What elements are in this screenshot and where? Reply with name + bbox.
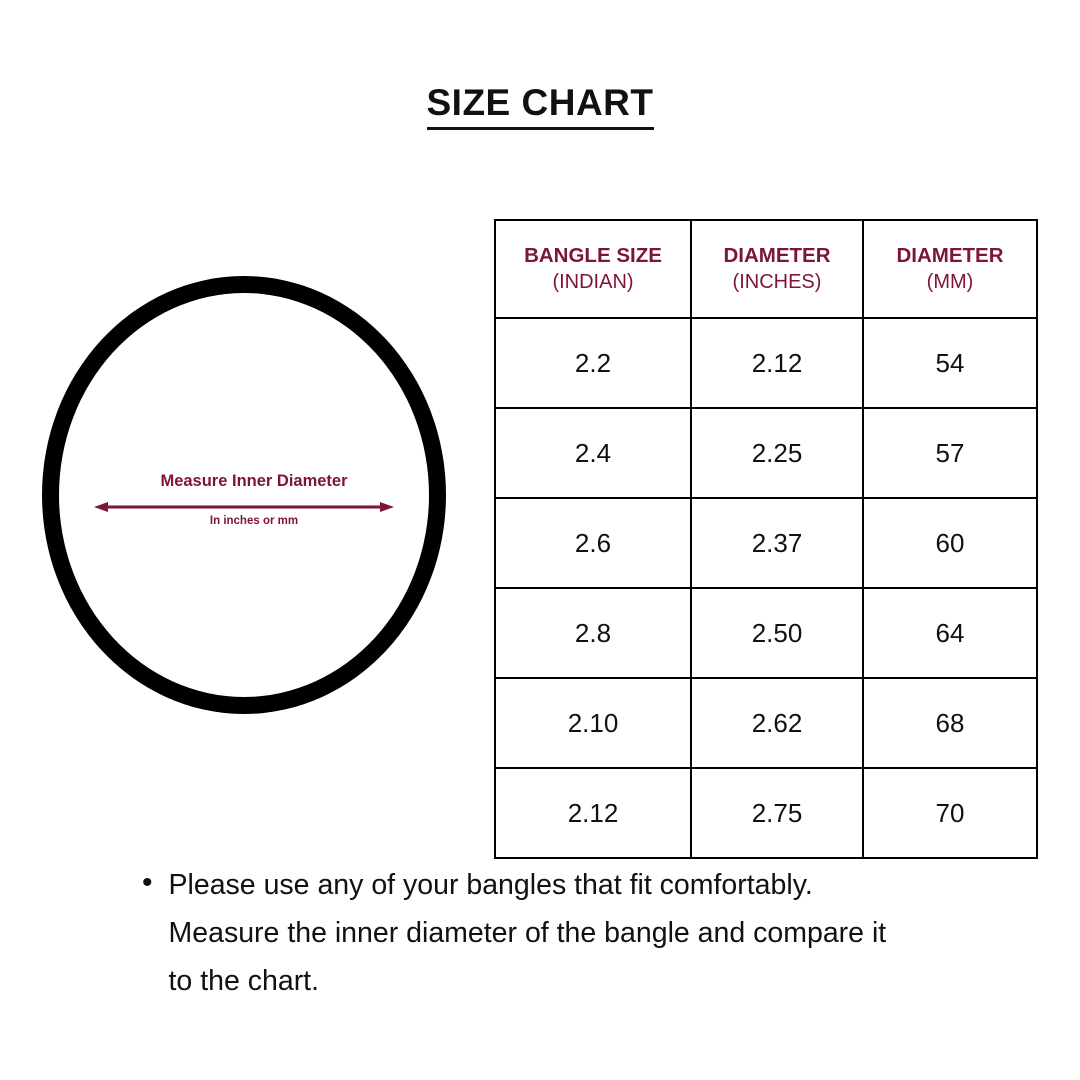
- table-row: [495, 318, 1037, 408]
- cell-diameter-inches: 2.50: [691, 588, 863, 678]
- diagram-sublabel: In inches or mm: [209, 515, 299, 527]
- cell-diameter-mm: 60: [863, 498, 1037, 588]
- double-arrow-icon: [94, 501, 394, 513]
- cell-diameter-inches: 2.37: [691, 498, 863, 588]
- cell-bangle-size: 2.8: [495, 588, 691, 678]
- table-row: [495, 768, 1037, 858]
- table-row: [495, 588, 1037, 678]
- size-table: [494, 219, 1038, 859]
- table-header-row: [495, 220, 1037, 318]
- cell-diameter-inches: 2.25: [691, 408, 863, 498]
- table-row: [495, 408, 1037, 498]
- diagram-label: Measure Inner Diameter: [160, 472, 348, 490]
- column-header-diameter-inches: DIAMETER (INCHES): [691, 220, 863, 318]
- table-row: [495, 678, 1037, 768]
- cell-bangle-size: 2.12: [495, 768, 691, 858]
- bangle-ring-icon: [42, 276, 446, 714]
- cell-diameter-mm: 70: [863, 768, 1037, 858]
- cell-bangle-size: 2.4: [495, 408, 691, 498]
- cell-diameter-inches: 2.12: [691, 318, 863, 408]
- bullet-icon: •: [142, 866, 153, 899]
- cell-bangle-size: 2.10: [495, 678, 691, 768]
- instruction-note: [142, 862, 962, 1006]
- bangle-diagram: [42, 276, 480, 726]
- cell-diameter-mm: 57: [863, 408, 1037, 498]
- cell-bangle-size: 2.6: [495, 498, 691, 588]
- page-title-text: SIZE CHART: [427, 82, 654, 130]
- table-row: [495, 498, 1037, 588]
- column-header-bangle-size: BANGLE SIZE (INDIAN): [495, 220, 691, 318]
- cell-diameter-inches: 2.75: [691, 768, 863, 858]
- cell-diameter-mm: 68: [863, 678, 1037, 768]
- column-header-diameter-mm: DIAMETER (MM): [863, 220, 1037, 318]
- cell-diameter-mm: 54: [863, 318, 1037, 408]
- instruction-text: Please use any of your bangles that fit comfortably. Measure the inner diameter of the bangle and compare it to the chart.: [168, 869, 887, 997]
- size-table-container: [494, 219, 1036, 859]
- cell-diameter-mm: 64: [863, 588, 1037, 678]
- cell-bangle-size: 2.2: [495, 318, 691, 408]
- cell-diameter-inches: 2.62: [691, 678, 863, 768]
- page-title: [0, 82, 1080, 124]
